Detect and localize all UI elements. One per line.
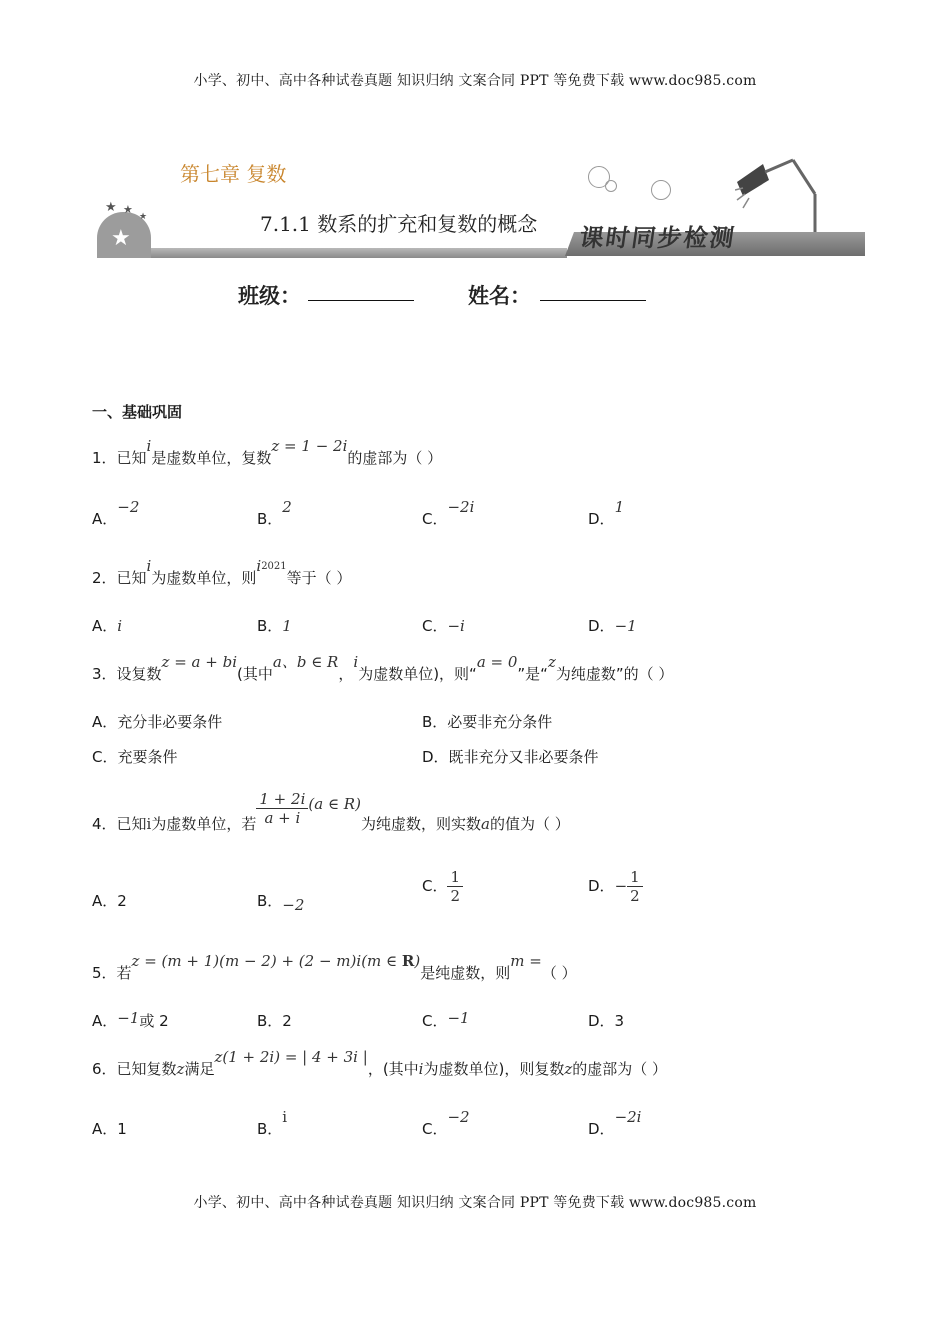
option-text: 或 2 [139,1012,169,1030]
option-label: D． [588,510,615,528]
option-label: C． [422,510,448,528]
option-value: −2 [117,498,140,516]
lesson-banner [95,140,865,265]
math-expr: z = 1 − 2i [271,437,348,455]
option-label: B． [257,892,283,910]
question-number: 6．已知复数 [92,1060,177,1078]
math-expr: a、b ∈ R [272,653,339,671]
option-value: −1 [614,617,637,635]
option-label: A． [92,892,118,910]
math-expr: (m ∈ [361,952,402,970]
option-a[interactable]: A．充分非必要条件 [92,713,223,731]
option-value: −2i [614,1108,642,1126]
question-1 [92,437,443,468]
small-star-icon: ★ [105,200,117,215]
option-b[interactable] [257,890,305,914]
brand-logo-text: 课时同步检测 [577,224,738,252]
option-d[interactable]: D．既非充分又非必要条件 [422,748,599,766]
chapter-title: 第七章 复数 [180,162,287,186]
option-value: −2 [282,896,305,914]
option-label: D． [588,877,615,895]
option-c[interactable] [422,1010,470,1031]
question-text: 的虚部为（ ） [572,1060,668,1078]
question-text: 等于（ ） [286,569,352,587]
math-expr: i [256,557,262,575]
math-expr: i [418,1060,424,1078]
option-label: A． [92,510,118,528]
option-b[interactable] [257,615,292,636]
option-a[interactable] [92,1010,169,1031]
bubble-icon [605,180,617,192]
class-label: 班级： [238,284,301,308]
option-d[interactable] [588,498,625,529]
option-label: D． [588,617,615,635]
desk-lamp-icon [735,154,825,234]
question-2 [92,557,352,588]
option-value: −i [447,617,465,635]
math-expr: a = 0 [476,653,518,671]
option-label: A． [92,1012,118,1030]
math-expr: z(1 + 2i) = | 4 + 3i | [214,1048,368,1066]
question-text: ”是“ [517,665,548,683]
fraction-numerator: 1 [447,868,463,887]
option-sign: − [614,877,628,895]
math-expr: z [547,653,556,671]
option-label: A． [92,617,118,635]
small-star-icon: ★ [123,203,133,216]
page-header: 小学、初中、高中各种试卷真题 知识归纳 文案合同 PPT 等免费下载 www.doc985.com [193,73,757,89]
bubble-icon [651,180,671,200]
option-label: C． [422,1012,448,1030]
fraction-denominator: a + i [264,809,301,827]
math-exponent: 2021 [261,561,287,572]
option-d[interactable]: D．3 [588,1012,625,1030]
option-b[interactable] [257,1108,288,1139]
option-d[interactable] [588,1108,642,1139]
math-expr: R [401,952,415,970]
lesson-title: 7.1.1 数系的扩充和复数的概念 [260,212,538,236]
question-number: 1．已知 [92,449,147,467]
option-a[interactable] [92,890,127,911]
option-value: −2i [447,498,475,516]
banner-bar-left [97,248,567,258]
question-text: （ ） [541,964,577,982]
math-expr: i [146,557,152,575]
question-text: 的虚部为（ ） [347,449,443,467]
option-c[interactable] [422,498,475,529]
fraction [447,868,463,905]
name-field[interactable] [540,300,646,301]
option-label: B． [257,1120,283,1138]
small-star-icon: ★ [139,212,148,222]
question-5 [92,952,577,983]
fraction-denominator: 2 [450,887,461,905]
question-text: 为虚数单位，则 [151,569,257,587]
option-a[interactable] [92,498,140,529]
question-text: 为纯虚数，则实数 [360,815,481,833]
option-value: −1 [117,1009,140,1027]
option-label: C． [422,877,448,895]
name-label: 姓名： [468,284,531,308]
option-d[interactable] [588,615,637,636]
math-expr: m = [510,952,542,970]
question-number: 5．若 [92,964,132,982]
option-value: i [282,1108,288,1126]
option-value: 1 [614,498,625,516]
math-expr: a [480,815,490,833]
option-value: i [117,617,123,635]
question-text: 为虚数单位)，则“ [358,665,477,683]
math-expr: i [146,437,152,455]
fraction-denominator: 2 [630,887,640,905]
option-b[interactable]: B．2 [257,1012,292,1030]
question-text: 满足 [184,1060,215,1078]
class-field[interactable] [308,300,414,301]
question-text: ， [338,665,354,683]
star-icon: ★ [111,226,131,251]
question-text: 为纯虚数”的（ ） [555,665,674,683]
option-c[interactable] [422,868,463,905]
math-expr: z [176,1060,185,1078]
question-text: 的值为（ ） [489,815,570,833]
option-d[interactable] [588,868,643,905]
question-text: ，(其中 [367,1060,419,1078]
option-label: C． [422,617,448,635]
page-footer: 小学、初中、高中各种试卷真题 知识归纳 文案合同 PPT 等免费下载 www.doc985.com [193,1195,757,1211]
option-label: B． [257,617,283,635]
option-label: C． [422,1120,448,1138]
option-b[interactable]: B．必要非充分条件 [422,713,553,731]
question-text: (其中 [237,665,273,683]
option-value: 1 [282,617,292,635]
fraction-numerator: 1 [627,868,643,887]
option-a[interactable]: A．1 [92,1120,127,1138]
math-expr: z = a + bi [161,653,238,671]
option-a[interactable] [92,615,122,636]
section-title: 一、基础巩固 [92,403,183,421]
option-c[interactable] [422,615,465,636]
question-6 [92,1048,668,1079]
math-expr: i [353,653,359,671]
question-text: 是纯虚数，则 [420,964,511,982]
option-value: −1 [447,1009,470,1027]
option-b[interactable] [257,498,292,529]
question-text: 为虚数单位，若 [151,815,257,833]
fraction [627,868,643,905]
math-expr: ) [414,952,421,970]
question-3 [92,653,674,684]
math-expr: z = (m + 1)(m − 2) + (2 − m)i [131,952,362,970]
option-value: −2 [447,1108,470,1126]
option-value: 2 [117,892,127,910]
question-number: 4．已知 [92,815,147,833]
question-text: 为虚数单位)，则复数 [423,1060,565,1078]
math-expr: (a ∈ R) [308,795,361,813]
question-text: 是虚数单位，复数 [151,449,272,467]
question-number: 2．已知 [92,569,147,587]
fraction-numerator: 1 + 2i [256,790,308,809]
question-number: 3．设复数 [92,665,162,683]
option-c[interactable]: C．充要条件 [92,748,178,766]
option-c[interactable] [422,1108,470,1139]
fraction [256,790,308,827]
option-label: D． [588,1120,615,1138]
question-4 [92,790,570,833]
math-expr: z [564,1060,573,1078]
math-expr: i [146,815,152,833]
option-value: 2 [282,498,292,516]
option-label: B． [257,510,283,528]
